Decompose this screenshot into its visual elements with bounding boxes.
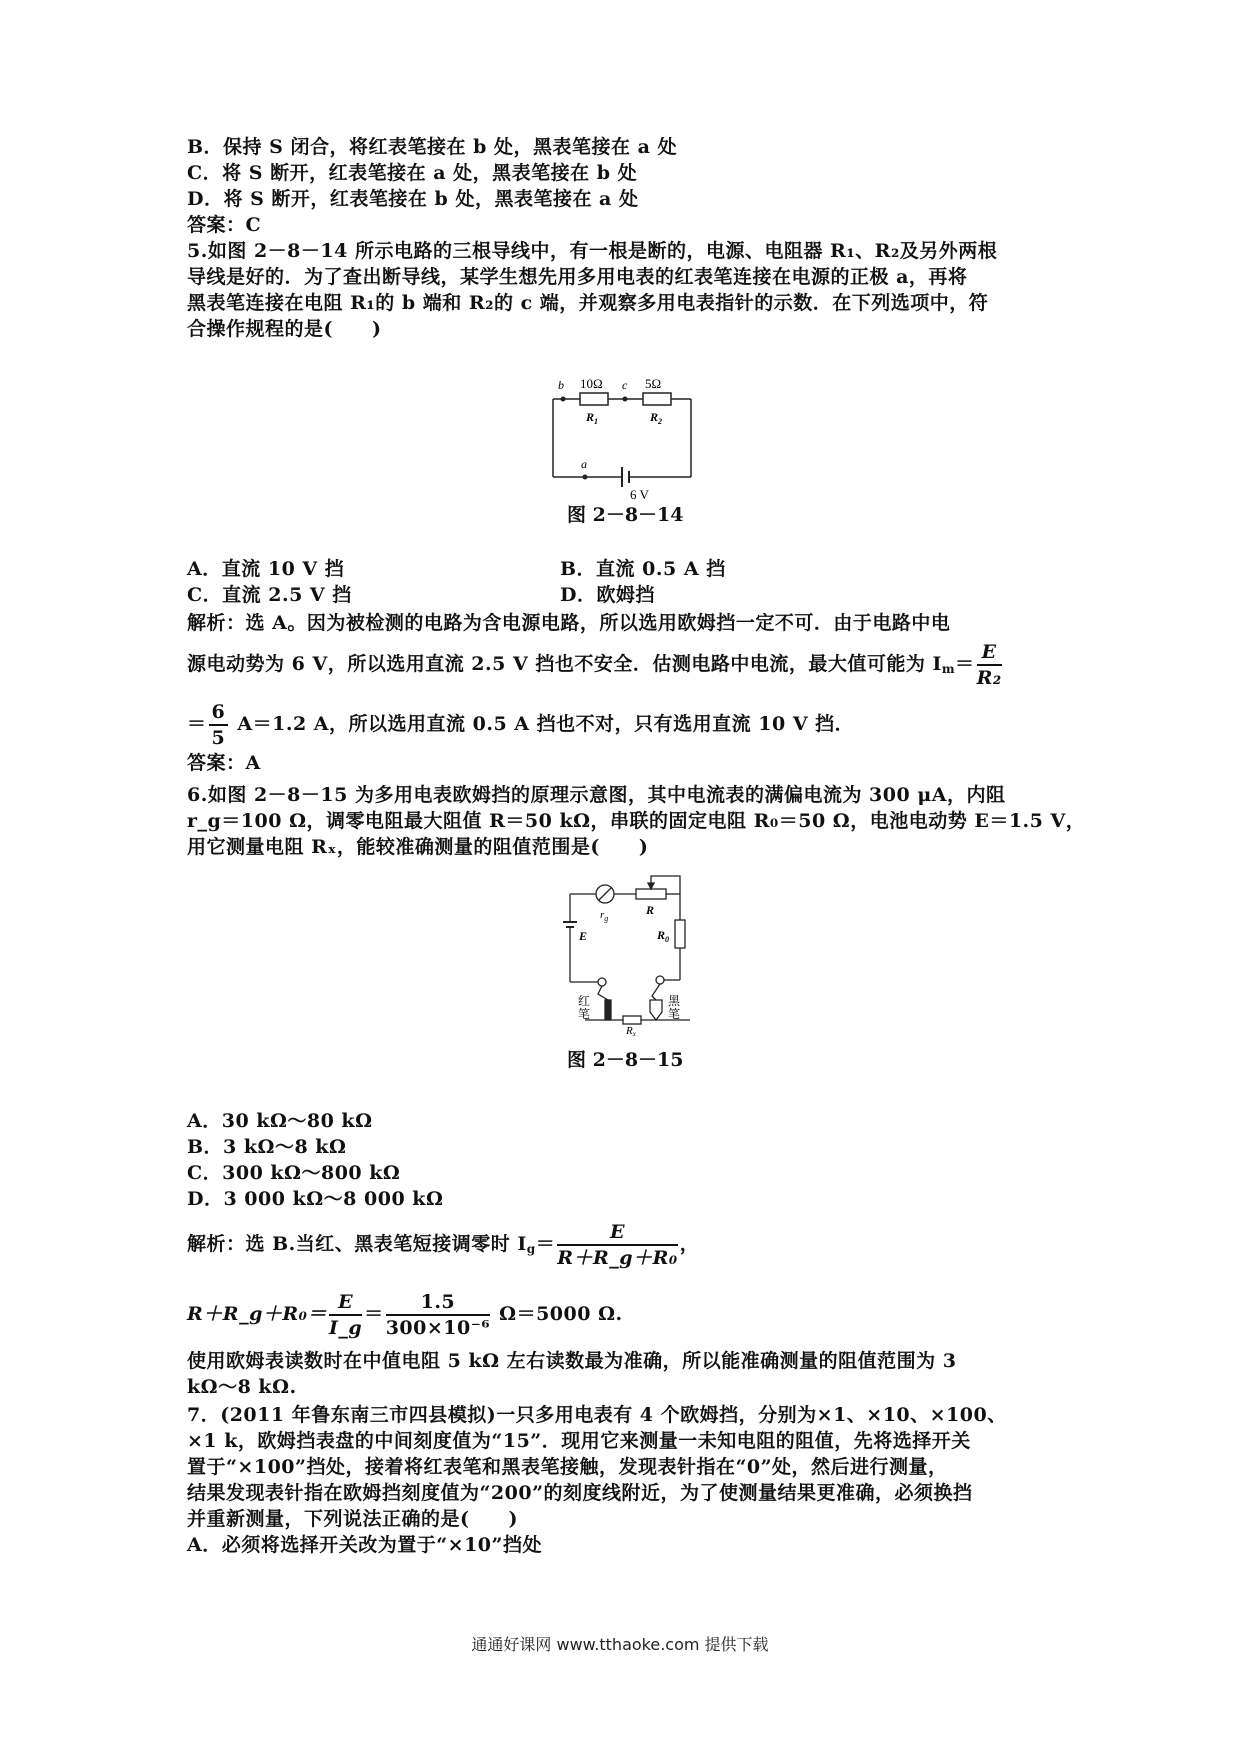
q6-analysis-line: 使用欧姆表读数时在中值电阻 5 kΩ 左右读数最为准确，所以能准确测量的阻值范围为 3	[187, 1350, 957, 1372]
terminal-black	[656, 976, 664, 984]
q5-analysis-line	[187, 700, 854, 750]
label-black-pen: 黑	[668, 994, 681, 1008]
q7-stem-line: ×1 k，欧姆挡表盘的中间刻度值为“15”．现用它来测量一未知电阻的阻值，先将选择开关	[187, 1430, 971, 1452]
fraction-e-over-r2	[977, 640, 1002, 690]
label-r2-value: 5Ω	[645, 376, 662, 391]
q5-option-b: B．直流 0.5 A 挡	[560, 558, 726, 580]
q7-option-a: A．必须将选择开关改为置于“×10”挡处	[187, 1534, 542, 1556]
fraction-denominator: 5	[211, 727, 226, 749]
q7-stem-line: 结果发现表针指在欧姆挡刻度值为“200”的刻度线附近，为了使测量结果更准确，必须换挡	[187, 1482, 973, 1504]
label-c: c	[622, 378, 628, 392]
fraction-denominator: R＋R_g＋R₀	[557, 1247, 678, 1269]
node-a	[583, 475, 588, 480]
q6-option-c: C．300 kΩ～800 kΩ	[187, 1162, 401, 1184]
label-r: R	[646, 903, 655, 917]
fraction-numerator: E	[977, 640, 1002, 666]
q5-stem-line: 黑表笔连接在电阻 R₁的 b 端和 R₂的 c 端，并观察多用电表指针的示数．在下列选项中，符	[187, 292, 989, 314]
resistor-r0	[675, 920, 685, 948]
circuit-diagram-2-8-15	[560, 872, 700, 1037]
q6-option-d: D．3 000 kΩ～8 000 kΩ	[187, 1188, 444, 1210]
q7-stem-line: 7．(2011 年鲁东南三市四县模拟)一只多用电表有 4 个欧姆挡，分别为×1、×10、×100、	[187, 1404, 1007, 1426]
q5-option-c: C．直流 2.5 V 挡	[187, 584, 352, 606]
label-rx: Rx	[626, 1025, 636, 1038]
rheostat-r	[636, 889, 666, 899]
q5-analysis-text: A＝1.2 A，所以选用直流 0.5 A 挡也不对，只有选用直流 10 V 挡．	[230, 713, 855, 735]
circuit-diagram-2-8-14	[545, 375, 725, 502]
q6-analysis-text: Ω＝5000 Ω.	[492, 1303, 623, 1325]
equals: ＝	[187, 713, 207, 735]
fraction-numerator: 1.5	[386, 1290, 490, 1316]
resistor-r2	[643, 393, 671, 405]
q5-analysis-line: 解析：选 A。因为被检测的电路为含电源电路，所以选用欧姆挡一定不可．由于电路中电	[187, 612, 951, 634]
fraction-1.5-over-300e-6	[386, 1290, 490, 1340]
fraction-denominator: 300×10⁻⁶	[385, 1317, 491, 1339]
q5-analysis-line	[187, 640, 1004, 690]
fraction-numerator: 6	[209, 700, 229, 726]
q6-analysis-line: kΩ～8 kΩ.	[187, 1376, 297, 1398]
footer-watermark: 通通好课网 www.tthaoke.com 提供下载	[471, 1635, 769, 1654]
subscript-m: m	[941, 662, 956, 676]
label-r1: $R_1$	[586, 410, 599, 426]
fraction-denominator: I_g	[328, 1317, 363, 1339]
q4-option-d: D．将 S 断开，红表笔接在 b 处，黑表笔接在 a 处	[187, 188, 639, 210]
q5-answer: 答案：A	[187, 752, 261, 774]
label-black-pen-2: 笔	[668, 1007, 681, 1021]
q6-stem-line: r_g＝100 Ω，调零电阻最大阻值 R＝50 kΩ，串联的固定电阻 R₀＝50 Ω，电池电动势 E＝1.5 V，	[187, 810, 1086, 832]
resistor-rx	[623, 1016, 641, 1024]
fraction-e-over-sum	[557, 1220, 677, 1270]
label-r0: $R_0$	[657, 928, 670, 944]
q5-option-d: D．欧姆挡	[560, 584, 655, 606]
label-red-pen: 红	[578, 994, 591, 1008]
terminal-red	[598, 978, 606, 986]
black-probe-lead	[652, 984, 660, 1000]
fraction-numerator: E	[557, 1220, 677, 1246]
equals: ＝	[535, 1233, 556, 1255]
equals: ＝	[955, 653, 975, 675]
q6-option-b: B．3 kΩ～8 kΩ	[187, 1136, 347, 1158]
slider-arrow	[648, 883, 654, 889]
q6-option-a: A．30 kΩ～80 kΩ	[187, 1110, 373, 1132]
label-rg: $r_g$	[600, 909, 609, 923]
figure-caption-2-8-14: 图 2－8－14	[567, 504, 684, 526]
label-e: E	[579, 929, 588, 943]
q6-analysis-text: R＋R_g＋R₀＝	[187, 1303, 327, 1325]
fraction-numerator: E	[329, 1290, 362, 1316]
black-probe	[650, 1000, 662, 1020]
subscript-g: g	[526, 1242, 536, 1256]
q5-stem-line: 合操作规程的是( )	[187, 318, 382, 340]
q5-option-a: A．直流 10 V 挡	[187, 558, 345, 580]
q7-stem-line: 置于“×100”挡处，接着将红表笔和黑表笔接触，发现表针指在“0”处，然后进行测量，	[187, 1456, 948, 1478]
q5-stem-line: 导线是好的．为了查出断导线，某学生想先用多用电表的红表笔连接在电源的正极 a，再将	[187, 266, 968, 288]
q4-option-c: C．将 S 断开，红表笔接在 a 处，黑表笔接在 b 处	[187, 162, 638, 184]
q4-option-b: B．保持 S 闭合，将红表笔接在 b 处，黑表笔接在 a 处	[187, 136, 678, 158]
q5-stem-line: 5.如图 2－8－14 所示电路的三根导线中，有一根是断的，电源、电阻器 R₁、R₂及另外两根	[187, 240, 998, 262]
q5-analysis-text: 源电动势为 6 V，所以选用直流 2.5 V 挡也不安全．估测电路中电流，最大值可能为 I	[187, 653, 942, 675]
red-probe	[605, 1000, 611, 1020]
label-b: b	[558, 378, 564, 392]
q6-analysis-line	[187, 1290, 623, 1340]
figure-caption-2-8-15: 图 2－8－15	[567, 1049, 684, 1071]
q6-stem-line: 6.如图 2－8－15 为多用电表欧姆挡的原理示意图，其中电流表的满偏电流为 300 μA，内阻	[187, 784, 1006, 806]
red-probe-lead	[598, 986, 608, 1000]
label-a: a	[581, 457, 587, 471]
label-red-pen-2: 笔	[578, 1007, 591, 1021]
node-c	[623, 397, 628, 402]
label-battery: 6 V	[630, 487, 649, 502]
q4-answer: 答案：C	[187, 214, 262, 236]
fraction-6-over-5	[209, 700, 229, 750]
q6-stem-line: 用它测量电阻 Rₓ，能较准确测量的阻值范围是( )	[187, 836, 649, 858]
fraction-denominator: R₂	[976, 667, 1002, 689]
q6-analysis-text: 解析：选 B.当红、黑表笔短接调零时 I	[187, 1233, 527, 1255]
q7-stem-line: 并重新测量，下列说法正确的是( )	[187, 1508, 518, 1530]
comma: ，	[679, 1233, 700, 1255]
q6-analysis-line	[187, 1220, 699, 1270]
equals: ＝	[364, 1303, 384, 1325]
label-r1-value: 10Ω	[580, 376, 603, 391]
resistor-r1	[580, 393, 608, 405]
fraction-e-over-ig	[329, 1290, 362, 1340]
label-r2: $R_2$	[650, 410, 663, 426]
node-b	[561, 397, 566, 402]
